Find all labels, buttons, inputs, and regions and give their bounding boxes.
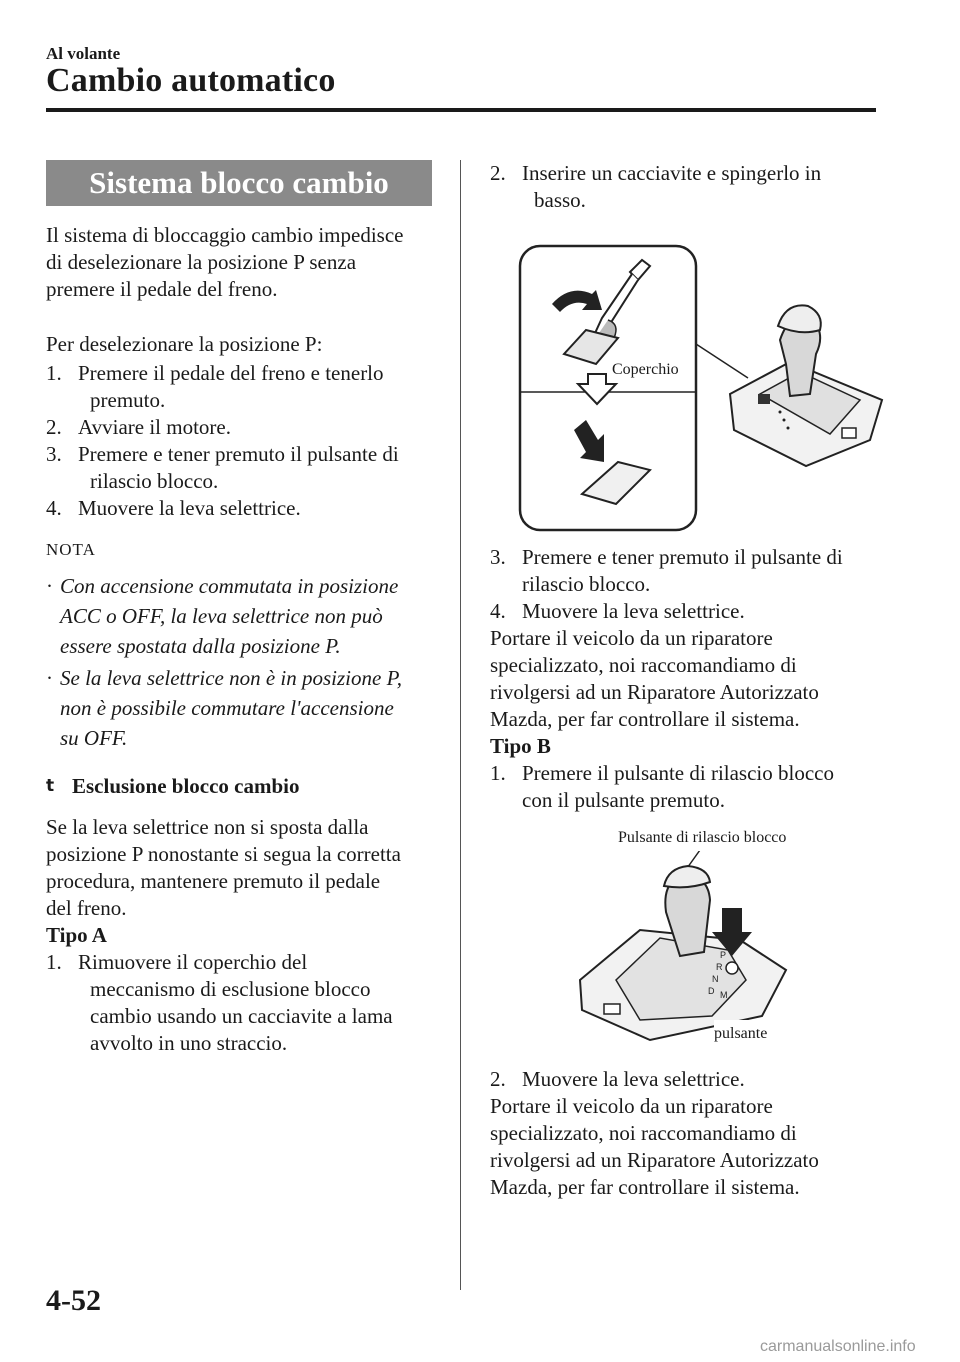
- gear-label-m: M: [720, 990, 728, 1000]
- step-list: [46, 360, 436, 522]
- step-item: 3. Premere e tener premuto il pulsante di rilascio blocco.: [46, 442, 399, 493]
- type-a-heading: Tipo A: [46, 923, 107, 947]
- service-paragraph: Portare il veicolo da un riparatore specializzato, noi raccomandiamo di rivolgersi ad un Riparatore Autorizzato Mazda, per far controllare il sistema.: [490, 626, 819, 731]
- intro-paragraph: Il sistema di bloccaggio cambio impedisce di deselezionare la posizione P senza premere il pedale del freno.: [46, 223, 404, 301]
- bullet-icon: ·: [46, 574, 53, 598]
- left-column: [46, 160, 436, 1057]
- note-item: · Con accensione commutata in posizione ACC o OFF, la leva selettrice non può essere spostata dalla posizione P.: [46, 571, 436, 661]
- procedure-intro: Per deselezionare la posizione P:: [46, 332, 323, 356]
- running-head: Al volante: [46, 44, 121, 63]
- figure-cover-removal: [490, 244, 890, 534]
- step-item: 1. Rimuovere il coperchio del meccanismo di esclusione blocco cambio usando un cacciavite a lama avvolto in uno straccio.: [46, 950, 393, 1055]
- step-item: 3. Premere e tener premuto il pulsante di rilascio blocco.: [490, 545, 843, 596]
- watermark: carmanualsonline.info: [760, 1338, 916, 1355]
- section-marker-icon: t: [46, 776, 55, 796]
- step-item: 4. Muovere la leva selettrice.: [46, 496, 301, 520]
- step-item: 1. Premere il pedale del freno e tenerlo premuto.: [46, 361, 384, 412]
- bullet-icon: ·: [46, 666, 53, 690]
- service-paragraph: Portare il veicolo da un riparatore specializzato, noi raccomandiamo di rivolgersi ad un Riparatore Autorizzato Mazda, per far controllare il sistema.: [490, 1094, 819, 1199]
- gear-label-p: P: [720, 950, 727, 960]
- type-b-heading: Tipo B: [490, 734, 551, 758]
- gear-label-d: D: [708, 986, 715, 996]
- gear-label-n: N: [712, 974, 719, 984]
- override-paragraph: Se la leva selettrice non si sposta dalla posizione P nonostante si segua la corretta procedura, mantenere premuto il pedale del freno.: [46, 815, 401, 920]
- figure-release-button: [490, 820, 890, 1060]
- step-item: 4. Muovere la leva selettrice.: [490, 599, 745, 623]
- figure-label-release-button: Pulsante di rilascio blocco: [618, 824, 786, 851]
- note-label: NOTA: [46, 540, 96, 559]
- subsection-heading: t Esclusione blocco cambio: [46, 774, 300, 798]
- step-item: 2. Avviare il motore.: [46, 415, 231, 439]
- step-item: 2. Inserire un cacciavite e spingerlo in basso.: [490, 161, 822, 212]
- page-title: Cambio automatico: [46, 62, 336, 99]
- figure-label-button: pulsante: [714, 1020, 767, 1047]
- title-rule: [46, 108, 876, 112]
- step-item: 2. Muovere la leva selettrice.: [490, 1067, 745, 1091]
- release-button-illustration: [490, 820, 890, 1060]
- column-divider: [460, 160, 461, 1290]
- figure-label-cover: Coperchio: [612, 356, 679, 383]
- step-item: 1. Premere il pulsante di rilascio blocco con il pulsante premuto.: [490, 761, 834, 812]
- gear-label-r: R: [716, 962, 723, 972]
- section-title: Sistema blocco cambio: [46, 160, 432, 206]
- right-column: [490, 160, 890, 1201]
- note-item: · Se la leva selettrice non è in posizione P, non è possibile commutare l'accensione su OFF.: [46, 663, 436, 753]
- cover-removal-illustration: [490, 244, 890, 534]
- page-number: 4-52: [46, 1284, 101, 1317]
